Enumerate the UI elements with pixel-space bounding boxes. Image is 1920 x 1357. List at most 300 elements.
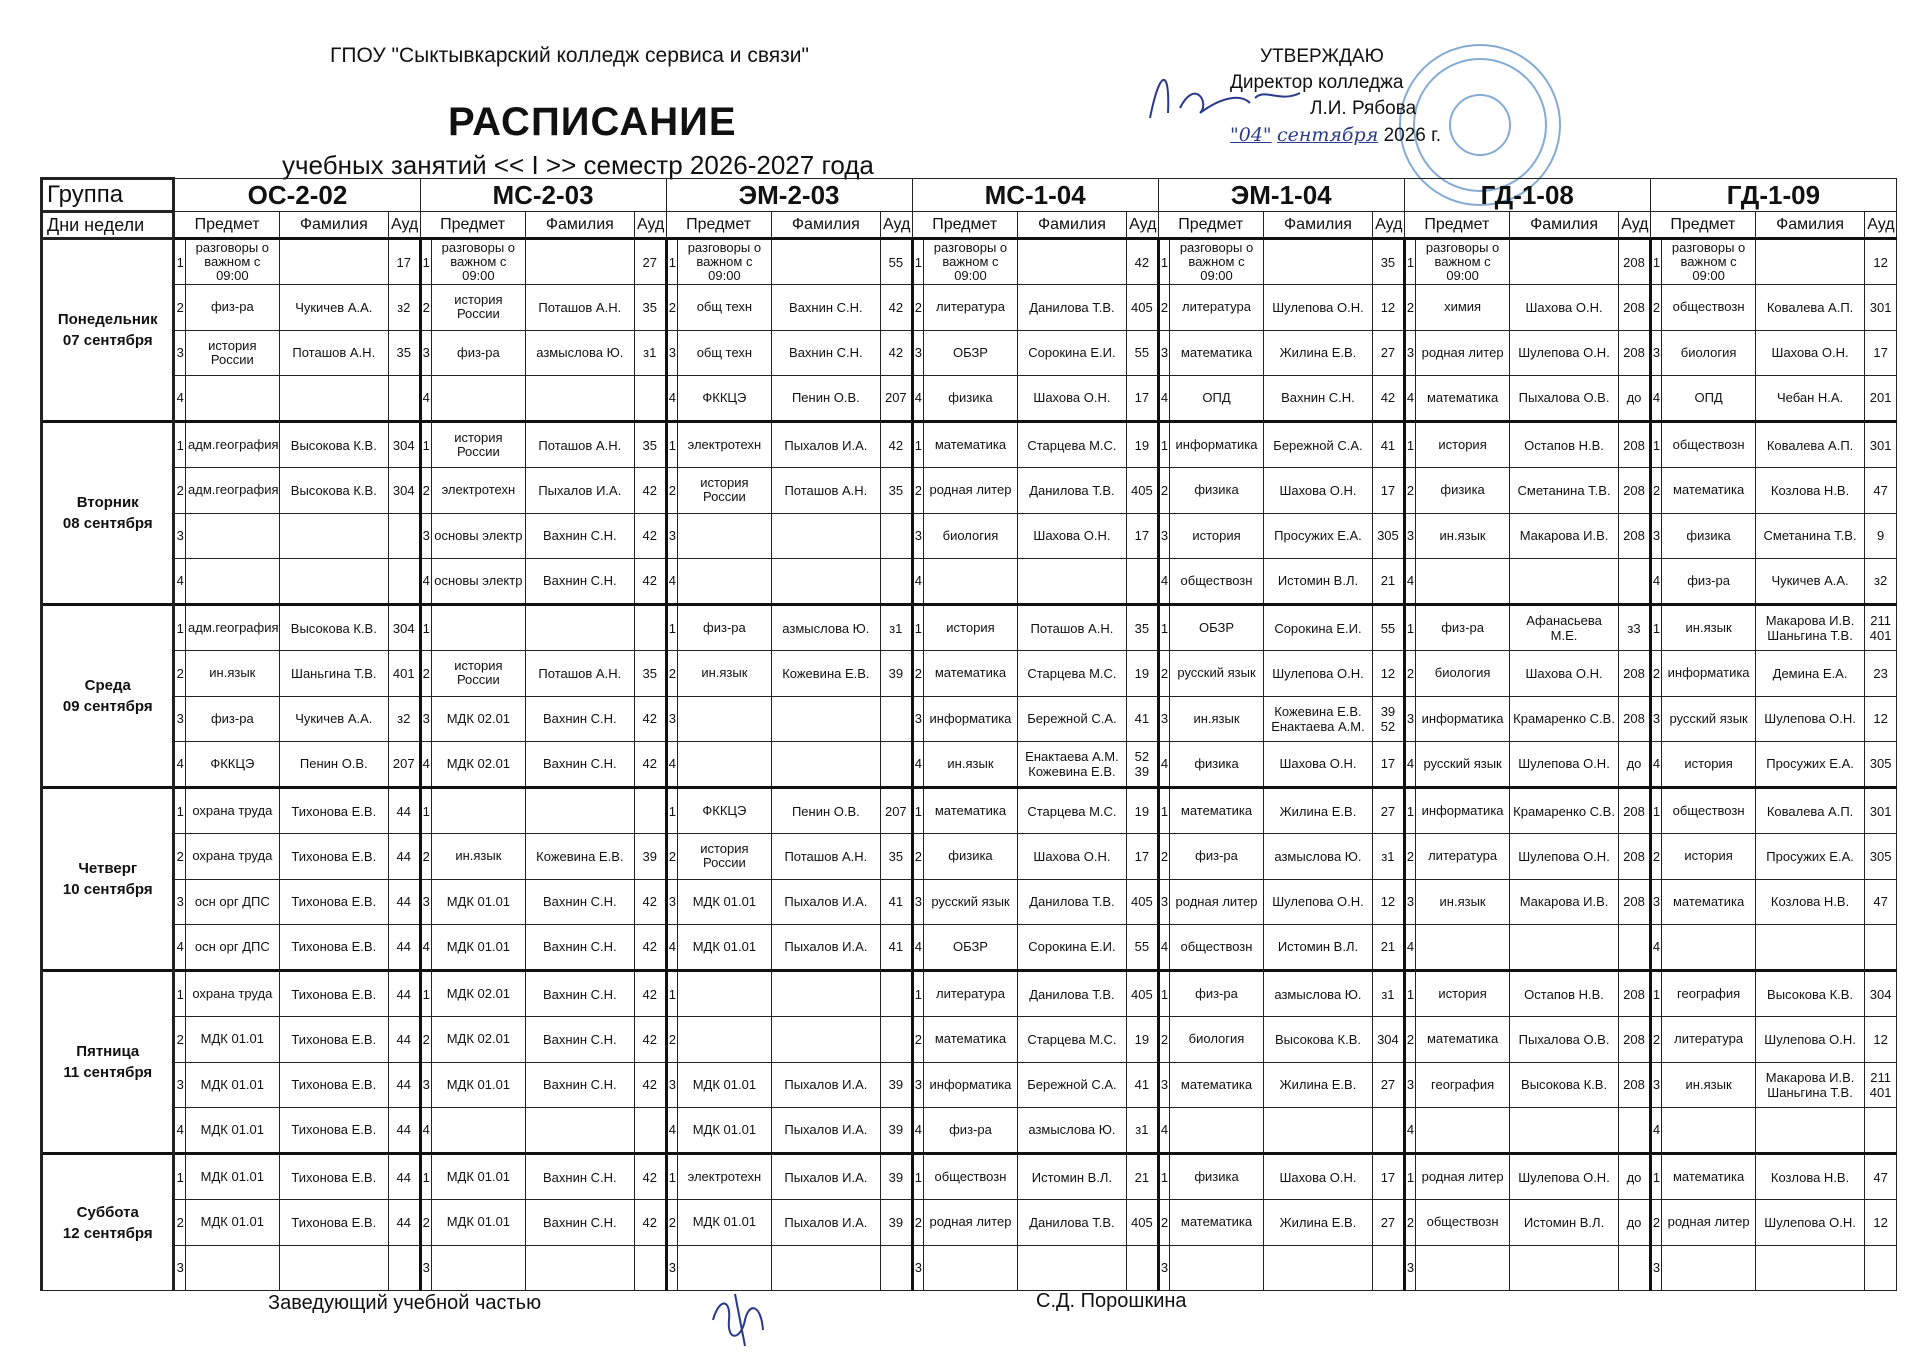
lesson-teacher: Жилина Е.В. [1263, 1062, 1372, 1107]
lesson-room: 208 [1619, 468, 1651, 513]
lesson-number: 2 [174, 834, 186, 879]
lesson-teacher: Кожевина Е.В. Енактаева А.М. [1263, 696, 1372, 741]
lesson-number: 3 [174, 1245, 186, 1291]
lesson-subject: русский язык [1662, 696, 1756, 741]
lesson-teacher: Пыхалова О.В. [1509, 375, 1618, 421]
lesson-subject: история России [678, 834, 772, 879]
lesson-subject: физика [924, 375, 1018, 421]
lesson-subject: история [1662, 834, 1756, 879]
lesson-number: 2 [1404, 651, 1416, 696]
lesson-teacher [279, 1245, 388, 1291]
lesson-room: 42 [635, 1062, 667, 1107]
lesson-number: 1 [1404, 788, 1416, 834]
lesson-teacher: Данилова Т.В. [1017, 285, 1126, 330]
lesson-subject: информатика [1170, 422, 1264, 468]
lesson-number: 1 [1404, 971, 1416, 1017]
lesson-room: 305 [1865, 834, 1897, 879]
lesson-room [635, 788, 667, 834]
lesson-number: 2 [174, 1017, 186, 1062]
approve-year: 2026 г. [1383, 125, 1441, 146]
lesson-subject: физ-ра [186, 696, 280, 741]
lesson-room: 35 [1373, 239, 1405, 285]
lesson-subject [432, 605, 526, 651]
lesson-subject: история [924, 605, 1018, 651]
lesson-subject: МДК 01.01 [432, 1154, 526, 1200]
lesson-teacher: Тихонова Е.В. [279, 1107, 388, 1153]
lesson-teacher: Пыхалов И.А. [771, 1200, 880, 1245]
group-name: ОС-2-02 [174, 179, 420, 212]
lesson-room: 207 [881, 375, 913, 421]
lesson-number: 4 [1404, 924, 1416, 970]
lesson-room: 17 [388, 239, 420, 285]
day-cell [42, 1154, 174, 1291]
lesson-teacher: Старцева М.С. [1017, 422, 1126, 468]
lesson-subject: история России [186, 330, 280, 375]
lesson-teacher: Вахнин С.Н. [771, 285, 880, 330]
lesson-subject [924, 1245, 1018, 1291]
lesson-room: 9 [1865, 513, 1897, 558]
lesson-number: 2 [1158, 285, 1170, 330]
lesson-number: 3 [1650, 879, 1662, 924]
lesson-subject: МДК 01.01 [186, 1062, 280, 1107]
lesson-teacher: Шахова О.Н. [1263, 1154, 1372, 1200]
lesson-row [42, 285, 1897, 330]
lesson-teacher: Высокова К.В. [1263, 1017, 1372, 1062]
lesson-subject: ин.язык [1662, 1062, 1756, 1107]
lesson-teacher [525, 1245, 634, 1291]
lesson-subject: общ техн [678, 330, 772, 375]
lesson-number: 1 [912, 239, 924, 285]
lesson-number: 3 [1650, 1062, 1662, 1107]
lesson-teacher: Просужих Е.А. [1755, 834, 1864, 879]
lesson-teacher: Поташов А.Н. [1017, 605, 1126, 651]
lesson-room: до [1619, 741, 1651, 787]
lesson-teacher: Шулепова О.Н. [1263, 285, 1372, 330]
lesson-row [42, 879, 1897, 924]
lesson-teacher [1509, 924, 1618, 970]
day-cell [42, 788, 174, 971]
lesson-teacher: Вахнин С.Н. [525, 696, 634, 741]
day-date: 10 сентября [62, 881, 153, 898]
lesson-row [42, 1107, 1897, 1153]
lesson-room: 44 [388, 1107, 420, 1153]
lesson-subject: МДК 01.01 [186, 1107, 280, 1153]
lesson-number: 4 [912, 558, 924, 604]
col-subject-header: Предмет [420, 212, 525, 239]
lesson-subject [186, 513, 280, 558]
lesson-subject: информатика [1416, 788, 1510, 834]
lesson-room: 44 [388, 834, 420, 879]
lesson-room: 42 [635, 741, 667, 787]
lesson-room [881, 1017, 913, 1062]
lesson-number: 2 [912, 468, 924, 513]
lesson-subject: обществозн [1662, 285, 1756, 330]
lesson-room: 304 [1373, 1017, 1405, 1062]
lesson-teacher: Поташов А.Н. [525, 285, 634, 330]
lesson-row [42, 651, 1897, 696]
lesson-room: 208 [1619, 422, 1651, 468]
lesson-room [881, 558, 913, 604]
lesson-room: 41 [881, 924, 913, 970]
col-teacher-header: Фамилия [1755, 212, 1864, 239]
lesson-room: з2 [388, 696, 420, 741]
lesson-subject: физ-ра [678, 605, 772, 651]
lesson-row [42, 605, 1897, 651]
lesson-teacher: Поташов А.Н. [525, 651, 634, 696]
lesson-number: 2 [174, 1200, 186, 1245]
lesson-room: 21 [1373, 924, 1405, 970]
lesson-teacher: Старцева М.С. [1017, 1017, 1126, 1062]
col-room-header: Ауд [1373, 212, 1405, 239]
lesson-number: 3 [174, 1062, 186, 1107]
lesson-number: 3 [1650, 513, 1662, 558]
lesson-number: 4 [420, 558, 432, 604]
lesson-number: 4 [1158, 375, 1170, 421]
lesson-teacher: Остапов Н.В. [1509, 971, 1618, 1017]
lesson-subject: математика [1170, 1200, 1264, 1245]
lesson-room: 12 [1865, 696, 1897, 741]
lesson-room: 35 [635, 285, 667, 330]
lesson-teacher: Шулепова О.Н. [1509, 1154, 1618, 1200]
lesson-subject: МДК 02.01 [432, 971, 526, 1017]
day-cell [42, 422, 174, 605]
lesson-row [42, 375, 1897, 421]
lesson-teacher [771, 696, 880, 741]
lesson-number: 2 [1404, 285, 1416, 330]
group-name: ЭМ-1-04 [1158, 179, 1404, 212]
lesson-subject [1416, 924, 1510, 970]
lesson-number: 4 [912, 375, 924, 421]
lesson-teacher: Шахова О.Н. [1509, 651, 1618, 696]
lesson-number: 1 [912, 605, 924, 651]
lesson-number: 4 [666, 375, 678, 421]
lesson-row [42, 1062, 1897, 1107]
lesson-number: 1 [174, 239, 186, 285]
lesson-subject [678, 696, 772, 741]
lesson-subject: обществозн [1662, 422, 1756, 468]
lesson-room [881, 741, 913, 787]
lesson-number: 3 [666, 1245, 678, 1291]
lesson-subject: математика [1416, 375, 1510, 421]
lesson-number: 1 [1650, 788, 1662, 834]
lesson-teacher: Козлова Н.В. [1755, 1154, 1864, 1200]
lesson-teacher: Козлова Н.В. [1755, 468, 1864, 513]
lesson-subject [678, 1245, 772, 1291]
lesson-number: 3 [174, 330, 186, 375]
lesson-room: 17 [1373, 1154, 1405, 1200]
day-name: Четверг [78, 860, 138, 877]
group-label: Группа [42, 179, 174, 212]
lesson-teacher: Вахнин С.Н. [525, 1200, 634, 1245]
lesson-teacher: Шулепова О.Н. [1509, 834, 1618, 879]
lesson-subject: биология [1170, 1017, 1264, 1062]
lesson-room: 301 [1865, 422, 1897, 468]
lesson-subject: математика [1416, 1017, 1510, 1062]
lesson-teacher: Пыхалов И.А. [771, 422, 880, 468]
lesson-subject: МДК 01.01 [678, 879, 772, 924]
lesson-room [635, 1107, 667, 1153]
days-label: Дни недели [42, 212, 174, 239]
lesson-subject: ин.язык [1662, 605, 1756, 651]
lesson-subject: ФККЦЭ [678, 788, 772, 834]
lesson-number: 3 [1650, 1245, 1662, 1291]
lesson-room: 208 [1619, 879, 1651, 924]
lesson-room: 208 [1619, 971, 1651, 1017]
lesson-room: 17 [1865, 330, 1897, 375]
col-subject-header: Предмет [1404, 212, 1509, 239]
schedule-table [40, 177, 1897, 1291]
lesson-number: 2 [912, 651, 924, 696]
lesson-room: 41 [1373, 422, 1405, 468]
lesson-number: 4 [912, 741, 924, 787]
lesson-teacher [525, 605, 634, 651]
lesson-teacher: Поташов А.Н. [771, 468, 880, 513]
lesson-teacher: Чукичев А.А. [1755, 558, 1864, 604]
lesson-number: 2 [174, 468, 186, 513]
lesson-number: 4 [912, 1107, 924, 1153]
lesson-subject: ин.язык [678, 651, 772, 696]
lesson-number: 3 [174, 513, 186, 558]
lesson-number: 3 [666, 330, 678, 375]
lesson-room: 19 [1127, 788, 1159, 834]
lesson-subject: ин.язык [186, 651, 280, 696]
lesson-subject [678, 1017, 772, 1062]
lesson-room: 47 [1865, 1154, 1897, 1200]
lesson-teacher: Демина Е.А. [1755, 651, 1864, 696]
lesson-number: 3 [1158, 879, 1170, 924]
lesson-room: 42 [881, 285, 913, 330]
lesson-teacher: Тихонова Е.В. [279, 834, 388, 879]
lesson-number: 2 [1158, 651, 1170, 696]
lesson-subject: математика [924, 1017, 1018, 1062]
day-cell [42, 239, 174, 422]
lesson-teacher: Сметанина Т.В. [1755, 513, 1864, 558]
lesson-number: 3 [420, 1062, 432, 1107]
lesson-subject: МДК 02.01 [432, 1017, 526, 1062]
lesson-teacher [279, 375, 388, 421]
lesson-subject: математика [924, 651, 1018, 696]
lesson-number: 1 [174, 971, 186, 1017]
lesson-room [881, 1245, 913, 1291]
lesson-room: 27 [1373, 788, 1405, 834]
lesson-room: 12 [1865, 1200, 1897, 1245]
approve-day: "04" [1230, 124, 1272, 146]
lesson-teacher: Тихонова Е.В. [279, 1062, 388, 1107]
lesson-room: 42 [635, 468, 667, 513]
lesson-room [1619, 1245, 1651, 1291]
lesson-room: до [1619, 1200, 1651, 1245]
col-subject-header: Предмет [174, 212, 279, 239]
lesson-number: 2 [1404, 1200, 1416, 1245]
lesson-number: 1 [1158, 971, 1170, 1017]
lesson-teacher [771, 971, 880, 1017]
lesson-number: 1 [420, 605, 432, 651]
lesson-subject: литература [1170, 285, 1264, 330]
lesson-room: 208 [1619, 651, 1651, 696]
col-teacher-header: Фамилия [525, 212, 634, 239]
lesson-teacher [1017, 239, 1126, 285]
lesson-subject: МДК 01.01 [678, 1200, 772, 1245]
lesson-subject: математика [1662, 468, 1756, 513]
lesson-teacher: Вахнин С.Н. [771, 330, 880, 375]
lesson-subject: математика [1170, 1062, 1264, 1107]
lesson-teacher: Шулепова О.Н. [1509, 741, 1618, 787]
lesson-room: 19 [1127, 651, 1159, 696]
lesson-teacher: Пенин О.В. [771, 375, 880, 421]
lesson-room: 55 [881, 239, 913, 285]
lesson-room: 55 [1373, 605, 1405, 651]
lesson-room: 405 [1127, 1200, 1159, 1245]
lesson-subject: ОБЗР [1170, 605, 1264, 651]
lesson-number: 4 [1158, 741, 1170, 787]
lesson-teacher: Вахнин С.Н. [525, 971, 634, 1017]
lesson-room: 47 [1865, 468, 1897, 513]
lesson-room: 39 [881, 1154, 913, 1200]
lesson-number: 1 [1158, 605, 1170, 651]
lesson-room: 42 [635, 971, 667, 1017]
lesson-room [388, 558, 420, 604]
lesson-teacher: Шахова О.Н. [1017, 513, 1126, 558]
lesson-subject: электротехн [678, 422, 772, 468]
lesson-subject: адм.география [186, 468, 280, 513]
lesson-subject [1170, 1245, 1264, 1291]
lesson-subject: ФККЦЭ [186, 741, 280, 787]
col-subject-header: Предмет [1650, 212, 1755, 239]
lesson-room: 44 [388, 924, 420, 970]
lesson-teacher [525, 239, 634, 285]
lesson-number: 2 [912, 1200, 924, 1245]
lesson-teacher: Вахнин С.Н. [525, 1062, 634, 1107]
lesson-room: 208 [1619, 696, 1651, 741]
approve-date [1230, 122, 1490, 149]
lesson-room: 17 [1127, 834, 1159, 879]
col-teacher-header: Фамилия [1017, 212, 1126, 239]
lesson-number: 1 [1650, 1154, 1662, 1200]
lesson-room: 12 [1865, 239, 1897, 285]
lesson-subject: математика [924, 422, 1018, 468]
lesson-room: з1 [1373, 971, 1405, 1017]
lesson-number: 1 [420, 971, 432, 1017]
lesson-room: 405 [1127, 285, 1159, 330]
lesson-subject: разговоры о важном с 09:00 [186, 239, 280, 285]
lesson-room: 42 [1127, 239, 1159, 285]
lesson-subject: физ-ра [924, 1107, 1018, 1153]
lesson-teacher: Бережной С.А. [1017, 1062, 1126, 1107]
lesson-row [42, 468, 1897, 513]
lesson-number: 2 [420, 1200, 432, 1245]
lesson-teacher [279, 239, 388, 285]
lesson-teacher: Шаньгина Т.В. [279, 651, 388, 696]
lesson-room: 44 [388, 1017, 420, 1062]
lesson-teacher: Остапов Н.В. [1509, 422, 1618, 468]
lesson-teacher: Вахнин С.Н. [1263, 375, 1372, 421]
lesson-number: 3 [1650, 696, 1662, 741]
lesson-number: 4 [420, 1107, 432, 1153]
lesson-number: 2 [174, 651, 186, 696]
lesson-teacher: Просужих Е.А. [1755, 741, 1864, 787]
lesson-number: 1 [420, 422, 432, 468]
lesson-subject: разговоры о важном с 09:00 [1662, 239, 1756, 285]
lesson-teacher: Ковалева А.П. [1755, 285, 1864, 330]
lesson-teacher [1755, 924, 1864, 970]
lesson-room: 12 [1373, 285, 1405, 330]
lesson-room: 52 39 [1127, 741, 1159, 787]
lesson-room: 207 [388, 741, 420, 787]
lesson-subject: биология [1416, 651, 1510, 696]
lesson-subject: физика [1416, 468, 1510, 513]
lesson-number: 3 [912, 513, 924, 558]
lesson-teacher: Поташов А.Н. [771, 834, 880, 879]
lesson-number: 4 [666, 924, 678, 970]
group-name: МС-1-04 [912, 179, 1158, 212]
col-room-header: Ауд [1865, 212, 1897, 239]
lesson-teacher: Вахнин С.Н. [525, 879, 634, 924]
lesson-room: 207 [881, 788, 913, 834]
document-title: РАСПИСАНИЕ [448, 100, 737, 144]
lesson-subject: ОБЗР [924, 330, 1018, 375]
lesson-room: 208 [1619, 1017, 1651, 1062]
lesson-teacher: Макарова И.В. Шаньгина Т.В. [1755, 1062, 1864, 1107]
lesson-row [42, 696, 1897, 741]
lesson-subject: электротехн [432, 468, 526, 513]
lesson-number: 2 [1650, 1200, 1662, 1245]
lesson-teacher: Данилова Т.В. [1017, 468, 1126, 513]
lesson-subject: математика [1170, 788, 1264, 834]
lesson-room: 42 [635, 696, 667, 741]
lesson-number: 2 [1404, 1017, 1416, 1062]
lesson-teacher: Ковалева А.П. [1755, 422, 1864, 468]
lesson-number: 1 [1158, 239, 1170, 285]
lesson-teacher [771, 239, 880, 285]
col-subject-header: Предмет [1158, 212, 1263, 239]
lesson-room: 208 [1619, 513, 1651, 558]
lesson-number: 4 [174, 924, 186, 970]
lesson-teacher [771, 741, 880, 787]
lesson-subject: охрана труда [186, 834, 280, 879]
lesson-room: 47 [1865, 879, 1897, 924]
lesson-room: 35 [881, 468, 913, 513]
day-date: 09 сентября [62, 698, 153, 715]
lesson-room: 19 [1127, 1017, 1159, 1062]
lesson-teacher: Пыхалов И.А. [771, 1107, 880, 1153]
lesson-number: 4 [1404, 741, 1416, 787]
lesson-number: 1 [1404, 1154, 1416, 1200]
lesson-subject: обществозн [924, 1154, 1018, 1200]
lesson-room: 405 [1127, 971, 1159, 1017]
lesson-room: 42 [635, 1154, 667, 1200]
lesson-subject: история [1416, 422, 1510, 468]
lesson-teacher: Шахова О.Н. [1509, 285, 1618, 330]
lesson-room: до [1619, 1154, 1651, 1200]
lesson-subject: физ-ра [432, 330, 526, 375]
lesson-room: 12 [1865, 1017, 1897, 1062]
lesson-room: 55 [1127, 330, 1159, 375]
lesson-number: 2 [1158, 834, 1170, 879]
lesson-number: 3 [1404, 330, 1416, 375]
lesson-subject: общ техн [678, 285, 772, 330]
lesson-teacher: Вахнин С.Н. [525, 513, 634, 558]
college-name: ГПОУ "Сыктывкарский колледж сервиса и связи" [330, 44, 809, 67]
lesson-room: 27 [635, 239, 667, 285]
lesson-subject: родная литер [1416, 1154, 1510, 1200]
lesson-room [1373, 1245, 1405, 1291]
lesson-room: 17 [1127, 513, 1159, 558]
lesson-teacher: Тихонова Е.В. [279, 879, 388, 924]
lesson-number: 3 [912, 1062, 924, 1107]
lesson-subject: обществозн [1416, 1200, 1510, 1245]
day-cell [42, 971, 174, 1154]
head-signature-icon [705, 1290, 775, 1348]
